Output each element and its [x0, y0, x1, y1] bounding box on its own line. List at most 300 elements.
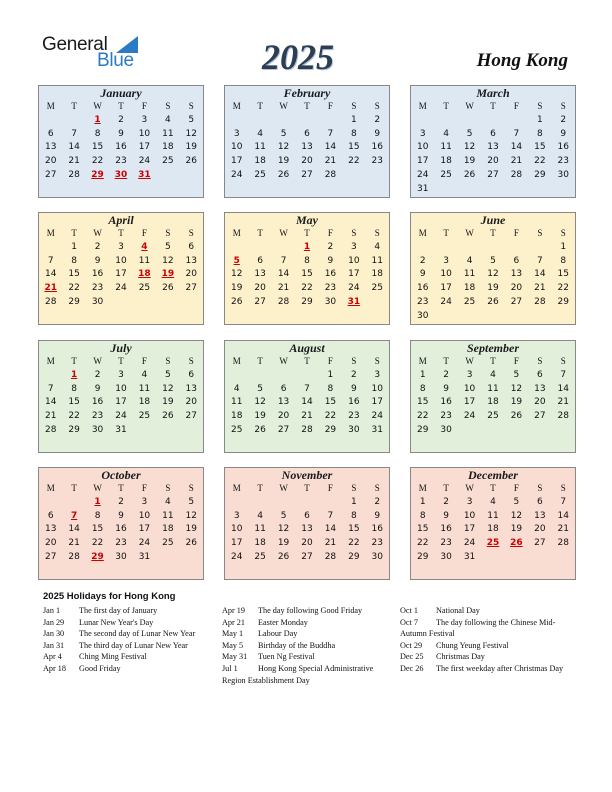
day: 14: [557, 510, 569, 521]
day: 25: [487, 411, 499, 422]
day: 27: [487, 169, 499, 180]
weekday-label: F: [513, 356, 519, 366]
day: 6: [257, 255, 263, 266]
day: 10: [230, 142, 243, 153]
weekday-label: T: [71, 228, 77, 238]
week-row: [225, 155, 389, 169]
holiday-date: Jan 1: [43, 606, 61, 615]
weekday-header: [225, 227, 389, 241]
day: 28: [68, 551, 80, 562]
week-row: [411, 268, 575, 282]
day: 5: [257, 383, 263, 394]
day: 9: [374, 510, 381, 521]
day: 19: [277, 156, 290, 167]
day: 9: [374, 128, 381, 139]
day: 25: [162, 156, 174, 167]
weekday-header: [411, 355, 575, 369]
empty-day: [458, 424, 481, 438]
weekday-header: [39, 227, 203, 241]
day: 6: [188, 241, 195, 252]
holiday-name: The first weekday after Christmas Day: [436, 663, 564, 673]
day: 30: [324, 296, 337, 307]
week-row: [39, 296, 203, 310]
day: 7: [560, 369, 567, 380]
day: 2: [327, 241, 334, 252]
week-row: [225, 141, 389, 155]
weekday-label: S: [188, 356, 194, 366]
empty-day: [39, 241, 62, 255]
day: 4: [164, 114, 171, 125]
empty-day: [39, 496, 62, 510]
day: 8: [350, 128, 357, 139]
holiday-day: 4: [141, 241, 148, 252]
holiday-item: [43, 651, 213, 663]
day: 3: [118, 369, 124, 380]
day: 16: [115, 142, 127, 153]
day: 11: [254, 524, 266, 535]
week-row: [225, 496, 389, 510]
day: 12: [463, 142, 476, 153]
weekday-label: T: [257, 483, 263, 493]
weekday-label: T: [257, 101, 263, 111]
day: 22: [557, 283, 569, 294]
holiday-item: [400, 617, 570, 640]
day: 24: [463, 538, 476, 549]
weekday-label: S: [560, 483, 566, 493]
day: 16: [91, 397, 104, 408]
empty-day: [528, 183, 551, 197]
holiday-item: [43, 640, 213, 652]
day: 18: [463, 283, 476, 294]
day: 9: [118, 128, 124, 139]
empty-day: [528, 424, 551, 438]
weekday-label: F: [141, 356, 147, 366]
day: 30: [91, 424, 104, 435]
empty-day: [528, 241, 551, 255]
empty-day: [272, 241, 295, 255]
day: 12: [510, 383, 523, 394]
holiday-column: [43, 605, 213, 675]
day: 4: [374, 241, 381, 252]
day: 19: [230, 283, 243, 294]
day: 24: [230, 551, 243, 562]
empty-day: [319, 114, 342, 128]
weekday-label: T: [443, 356, 449, 366]
month-october: [38, 467, 204, 580]
month-august: [224, 340, 390, 453]
day: 28: [44, 296, 57, 307]
day: 29: [324, 424, 337, 435]
holiday-date: Jul 1: [222, 663, 238, 673]
empty-day: [505, 310, 528, 324]
week-row: [39, 551, 203, 565]
day: 24: [371, 411, 383, 422]
holiday-date: May 5: [222, 640, 244, 650]
day: 21: [324, 156, 337, 167]
day: 20: [254, 283, 266, 294]
day: 21: [68, 156, 80, 167]
day: 27: [254, 296, 266, 307]
day: 16: [440, 397, 452, 408]
day: 24: [463, 411, 476, 422]
day: 24: [416, 169, 429, 180]
holiday-item: [222, 628, 392, 640]
empty-day: [528, 310, 551, 324]
day: 16: [371, 142, 383, 153]
weekday-label: S: [374, 228, 380, 238]
day: 24: [115, 411, 127, 422]
day: 13: [534, 383, 546, 394]
month-title: September: [467, 341, 519, 355]
week-row: [225, 537, 389, 551]
empty-day: [366, 296, 389, 310]
weekday-label: W: [93, 101, 102, 111]
day: 3: [374, 369, 381, 380]
day: 13: [254, 269, 266, 280]
day: 5: [513, 496, 520, 507]
day: 4: [490, 496, 496, 507]
weekday-label: F: [327, 356, 333, 366]
day: 15: [348, 142, 360, 153]
week-row: [39, 369, 203, 383]
day: 5: [188, 114, 195, 125]
day: 9: [94, 383, 101, 394]
holiday-name: Labour Day: [258, 629, 298, 639]
month-november: [224, 467, 390, 580]
day: 14: [557, 383, 569, 394]
day: 5: [164, 369, 171, 380]
weekday-header: [225, 355, 389, 369]
weekday-label: S: [351, 483, 357, 493]
day: 11: [487, 383, 499, 394]
day: 20: [185, 269, 197, 280]
holiday-item: [222, 651, 392, 663]
holiday-name: National Day: [436, 606, 480, 615]
day: 9: [443, 510, 449, 521]
day: 14: [301, 397, 313, 408]
day: 24: [138, 156, 151, 167]
weekday-label: M: [46, 101, 55, 111]
day: 20: [277, 411, 290, 422]
day: 8: [71, 255, 77, 266]
day: 8: [419, 383, 426, 394]
weekday-label: M: [418, 228, 427, 238]
weekday-label: S: [351, 101, 357, 111]
empty-day: [225, 241, 248, 255]
day: 2: [443, 496, 449, 507]
empty-day: [481, 424, 504, 438]
holiday-date: Dec 26: [400, 663, 424, 673]
day: 21: [534, 283, 546, 294]
holiday-day: 18: [138, 269, 151, 280]
day: 2: [374, 496, 381, 507]
day: 27: [185, 411, 197, 422]
day: 8: [304, 255, 310, 266]
week-row: [39, 410, 203, 424]
day: 18: [440, 156, 452, 167]
day: 23: [91, 283, 104, 294]
holiday-name: Ching Ming Festival: [79, 652, 147, 662]
year-title: 2025: [262, 37, 334, 77]
day: 28: [557, 411, 569, 422]
month-september: [410, 340, 576, 453]
empty-day: [39, 114, 62, 128]
day: 13: [301, 524, 313, 535]
day: 31: [115, 424, 127, 435]
weekday-label: F: [141, 228, 147, 238]
day: 16: [348, 397, 360, 408]
day: 22: [348, 156, 360, 167]
day: 28: [68, 169, 80, 180]
day: 23: [324, 283, 337, 294]
day: 14: [277, 269, 290, 280]
day: 3: [233, 128, 240, 139]
month-title: April: [108, 213, 134, 227]
week-row: [39, 537, 203, 551]
day: 5: [188, 496, 195, 507]
empty-day: [295, 369, 318, 383]
day: 6: [536, 496, 543, 507]
week-row: [411, 310, 575, 324]
day: 22: [416, 538, 429, 549]
week-row: [411, 114, 575, 128]
day: 29: [348, 551, 360, 562]
weekday-label: T: [118, 483, 124, 493]
day: 6: [513, 255, 520, 266]
week-row: [225, 396, 389, 410]
holiday-date: Apr 4: [43, 652, 62, 662]
day: 15: [416, 397, 429, 408]
day: 20: [510, 283, 523, 294]
day: 21: [324, 538, 337, 549]
day: 26: [162, 411, 174, 422]
day: 17: [230, 156, 243, 167]
day: 16: [371, 524, 383, 535]
day: 11: [463, 269, 476, 280]
day: 15: [324, 397, 337, 408]
day: 4: [164, 496, 171, 507]
empty-day: [458, 183, 481, 197]
weekday-label: M: [46, 483, 55, 493]
day: 15: [301, 269, 313, 280]
day: 14: [324, 524, 337, 535]
weekday-label: T: [490, 101, 496, 111]
weekday-label: S: [537, 101, 543, 111]
week-row: [225, 241, 389, 255]
day: 27: [534, 411, 546, 422]
empty-day: [552, 424, 575, 438]
day: 19: [510, 524, 523, 535]
day: 31: [463, 551, 476, 562]
day: 18: [254, 156, 266, 167]
holiday-item: [400, 605, 570, 617]
week-row: [39, 383, 203, 397]
day: 2: [374, 114, 381, 125]
weekday-label: F: [141, 483, 147, 493]
day: 8: [71, 383, 77, 394]
day: 17: [416, 156, 429, 167]
empty-day: [458, 114, 481, 128]
week-row: [411, 369, 575, 383]
month-title: December: [468, 468, 518, 482]
week-row: [39, 510, 203, 524]
day: 30: [371, 551, 383, 562]
day: 17: [371, 397, 383, 408]
weekday-label: T: [443, 483, 449, 493]
day: 14: [68, 142, 80, 153]
weekday-label: S: [374, 356, 380, 366]
holiday-day: 29: [91, 169, 104, 180]
week-row: [39, 282, 203, 296]
week-row: [411, 383, 575, 397]
weekday-header: [39, 355, 203, 369]
holiday-day: 31: [347, 296, 361, 307]
day: 4: [443, 128, 449, 139]
day: 3: [419, 128, 426, 139]
holiday-name: Good Friday: [79, 663, 121, 673]
weekday-label: W: [465, 483, 474, 493]
day: 22: [91, 156, 104, 167]
weekday-label: W: [465, 356, 474, 366]
weekday-label: T: [71, 101, 77, 111]
day: 20: [487, 156, 499, 167]
weekday-label: S: [165, 483, 171, 493]
week-row: [411, 255, 575, 269]
day: 28: [557, 538, 569, 549]
day: 11: [162, 510, 174, 521]
day: 26: [277, 551, 290, 562]
week-row: [39, 424, 203, 438]
empty-day: [505, 424, 528, 438]
day: 26: [185, 156, 197, 167]
empty-day: [39, 369, 62, 383]
day: 31: [371, 424, 383, 435]
holiday-item: [400, 640, 570, 652]
week-row: [411, 282, 575, 296]
day: 1: [71, 241, 77, 252]
day: 7: [327, 510, 334, 521]
day: 26: [254, 424, 266, 435]
weekday-label: M: [232, 356, 241, 366]
day: 27: [301, 169, 313, 180]
month-title: February: [283, 86, 331, 100]
holiday-date: Oct 7: [400, 617, 418, 627]
weekday-header: [225, 482, 389, 496]
day: 25: [440, 169, 452, 180]
day: 1: [560, 241, 567, 252]
holiday-item: [43, 628, 213, 640]
weekday-label: T: [304, 483, 310, 493]
weekday-label: T: [490, 483, 496, 493]
day: 14: [534, 269, 546, 280]
weekday-label: T: [304, 356, 310, 366]
holiday-date: Dec 25: [400, 652, 424, 662]
day: 26: [487, 296, 499, 307]
week-row: [225, 114, 389, 128]
day: 25: [138, 283, 151, 294]
weekday-label: S: [560, 356, 566, 366]
day: 25: [254, 551, 266, 562]
day: 15: [68, 397, 80, 408]
weekday-label: M: [232, 228, 241, 238]
day: 13: [277, 397, 290, 408]
day: 30: [440, 424, 452, 435]
day: 16: [324, 269, 337, 280]
weekday-label: T: [304, 101, 310, 111]
day: 4: [141, 369, 148, 380]
day: 21: [510, 156, 523, 167]
week-row: [411, 183, 575, 197]
day: 31: [416, 183, 429, 194]
day: 17: [440, 283, 452, 294]
day: 29: [557, 296, 569, 307]
day: 6: [536, 369, 543, 380]
day: 7: [327, 128, 334, 139]
day: 11: [371, 255, 383, 266]
day: 20: [44, 538, 57, 549]
empty-day: [156, 424, 179, 438]
weekday-label: T: [443, 101, 449, 111]
day: 2: [419, 255, 426, 266]
day: 11: [162, 128, 174, 139]
day: 16: [91, 269, 104, 280]
day: 3: [443, 255, 449, 266]
week-row: [411, 169, 575, 183]
day: 19: [277, 538, 290, 549]
day: 4: [466, 255, 473, 266]
weekday-label: S: [374, 483, 380, 493]
empty-day: [319, 496, 342, 510]
week-row: [411, 410, 575, 424]
day: 7: [47, 255, 54, 266]
holiday-name: Easter Monday: [258, 617, 308, 627]
holiday-date: Oct 29: [400, 640, 423, 650]
day: 25: [254, 169, 266, 180]
day: 28: [534, 296, 546, 307]
day: 17: [348, 269, 360, 280]
weekday-label: S: [537, 356, 543, 366]
day: 19: [487, 283, 499, 294]
day: 16: [115, 524, 127, 535]
week-row: [39, 255, 203, 269]
weekday-label: F: [513, 228, 519, 238]
day: 6: [280, 383, 287, 394]
empty-day: [481, 310, 504, 324]
day: 10: [138, 128, 151, 139]
weekday-label: S: [188, 483, 194, 493]
empty-day: [272, 369, 295, 383]
day: 25: [138, 411, 151, 422]
empty-day: [225, 496, 248, 510]
day: 27: [534, 538, 546, 549]
country-title: Hong Kong: [476, 50, 568, 71]
weekday-header: [411, 100, 575, 114]
holiday-day: 26: [510, 538, 523, 549]
day: 27: [185, 283, 197, 294]
month-title: January: [100, 86, 142, 100]
weekday-label: S: [165, 356, 171, 366]
day: 9: [94, 255, 101, 266]
empty-day: [180, 424, 203, 438]
month-title: July: [110, 341, 132, 355]
day: 3: [466, 496, 473, 507]
day: 20: [301, 156, 313, 167]
day: 22: [348, 538, 360, 549]
day: 6: [304, 510, 310, 521]
day: 10: [463, 510, 476, 521]
weekday-label: S: [188, 101, 194, 111]
weekday-header: [411, 482, 575, 496]
